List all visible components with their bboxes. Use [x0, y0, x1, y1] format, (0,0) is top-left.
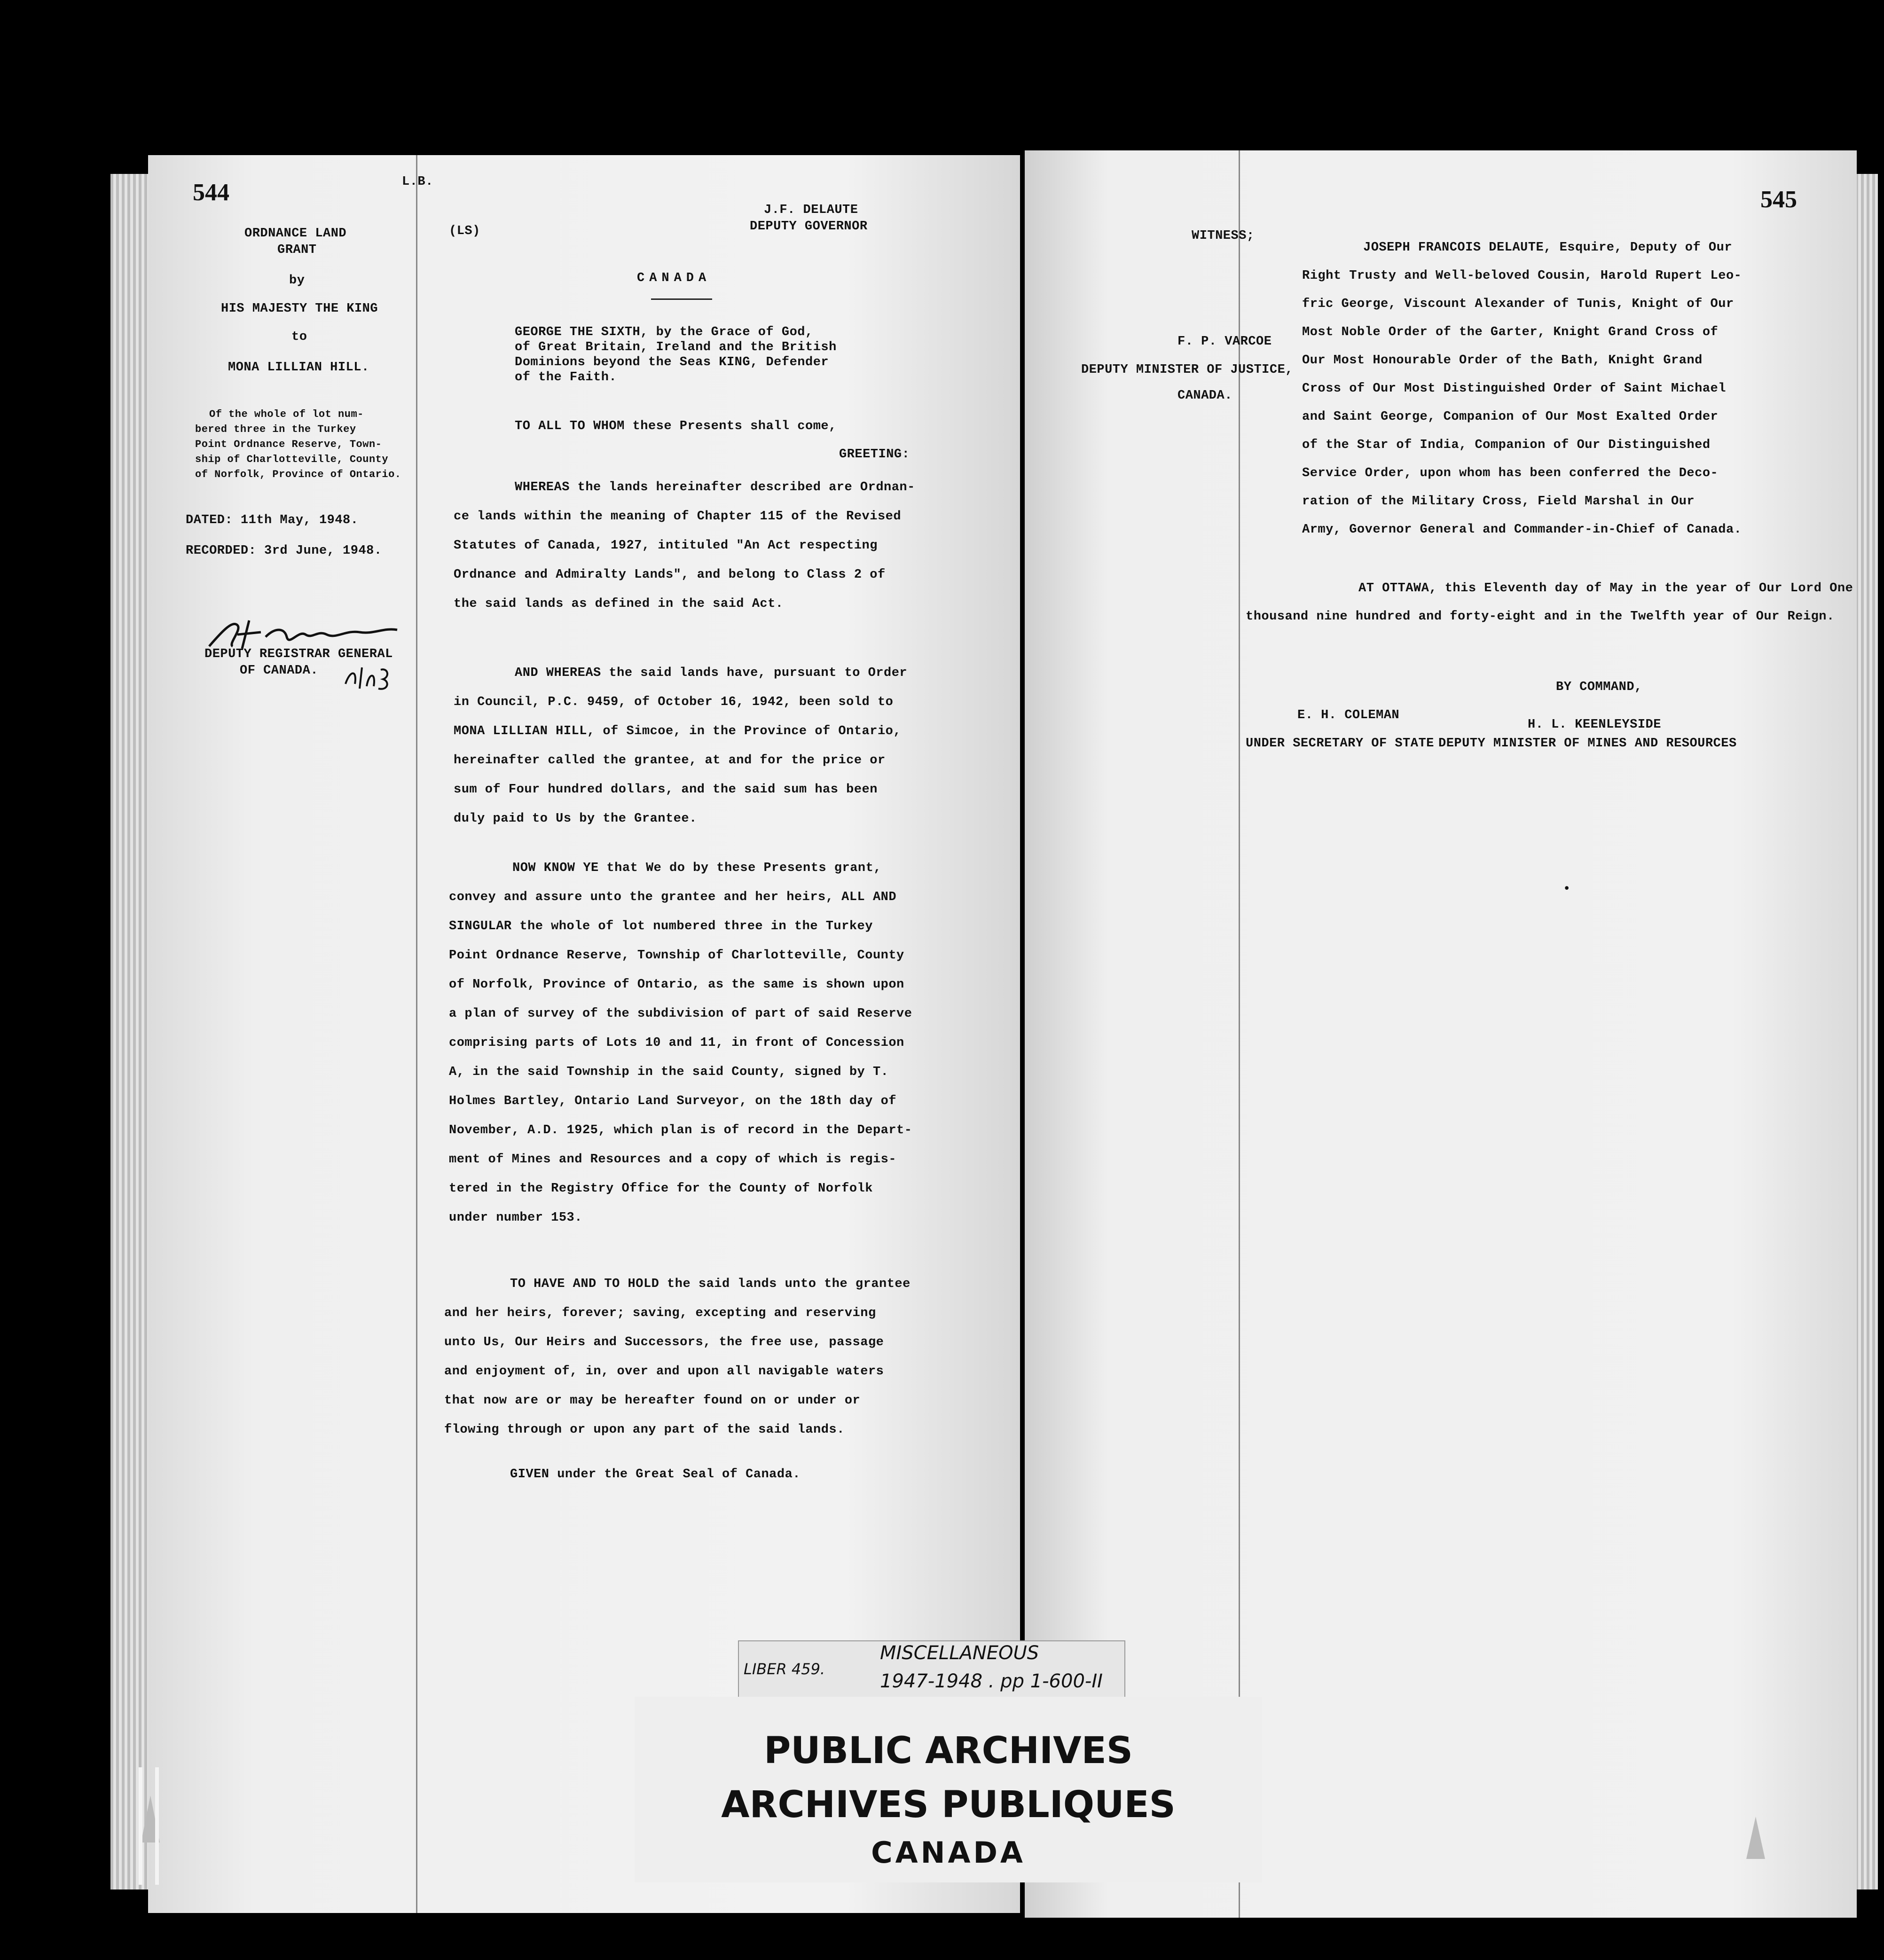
country-heading: CANADA — [637, 271, 711, 285]
preamble-line: of the Faith. — [515, 370, 617, 384]
paragraph-line: a plan of survey of the subdivision of part of said Reserve — [449, 1007, 912, 1021]
paragraph-line: hereinafter called the grantee, at and for the price or — [454, 753, 886, 768]
paragraph-line: and her heirs, forever; saving, excepting and reserving — [444, 1306, 876, 1320]
margin-title-line: GRANT — [277, 243, 317, 257]
margin-description-line: ship of Charlotteville, County — [195, 454, 389, 465]
paragraph-line: sum of Four hundred dollars, and the said sum has been — [454, 783, 878, 797]
recorded-line: RECORDED: 3rd June, 1948. — [186, 544, 382, 558]
paragraph-line: Holmes Bartley, Ontario Land Surveyor, on the 18th day of — [449, 1094, 897, 1108]
paragraph-line: ment of Mines and Resources and a copy of which is regis- — [449, 1152, 897, 1167]
paragraph-line: Service Order, upon whom has been conferred the Deco- — [1302, 466, 1719, 480]
preamble-line: GEORGE THE SIXTH, by the Grace of God, — [515, 325, 813, 339]
to-all-line: TO ALL TO WHOM these Presents shall come, — [515, 419, 837, 433]
paragraph-line: Ordnance and Admiralty Lands", and belong to Class 2 of — [454, 568, 886, 582]
governor-name: J.F. DELAUTE — [764, 203, 858, 217]
margin-description-line: of Norfolk, Province of Ontario. — [195, 469, 401, 480]
paragraph-line: JOSEPH FRANCOIS DELAUTE, Esquire, Deputy of Our — [1363, 241, 1733, 255]
volume-label — [738, 1640, 1125, 1698]
lb-mark: L.B. — [402, 175, 433, 189]
film-mark — [139, 1767, 142, 1885]
paragraph-line: of Norfolk, Province of Ontario, as the same is shown upon — [449, 978, 904, 992]
paragraph-line: NOW KNOW YE that We do by these Presents grant, — [512, 861, 882, 875]
paragraph-line: SINGULAR the whole of lot numbered three in the Turkey — [449, 919, 873, 933]
paragraph-line: duly paid to Us by the Grantee. — [454, 812, 697, 826]
margin-title-line: MONA LILLIAN HILL. — [228, 361, 369, 375]
margin-description-line: Of the whole of lot num- — [209, 408, 364, 420]
dated-line: DATED: 11th May, 1948. — [186, 513, 359, 527]
paragraph-line: November, A.D. 1925, which plan is of record in the Depart- — [449, 1123, 912, 1137]
right-margin-rule — [1239, 150, 1240, 1918]
paragraph-line: MONA LILLIAN HILL, of Simcoe, in the Province of Ontario, — [454, 724, 902, 738]
page-number-right: 545 — [1760, 186, 1797, 213]
ink-dot: • — [1563, 882, 1571, 896]
paragraph-line: Statutes of Canada, 1927, intituled "An Act respecting — [454, 539, 878, 553]
left-page-edges — [110, 174, 150, 1889]
paragraph-line: convey and assure unto the grantee and her heirs, ALL AND — [449, 890, 897, 904]
by-command: BY COMMAND, — [1556, 680, 1642, 694]
margin-description-line: bered three in the Turkey — [195, 423, 356, 435]
archives-stamp — [635, 1697, 1262, 1882]
margin-title-line: ORDNANCE LAND — [244, 227, 347, 241]
paragraph-line: tered in the Registry Office for the County of Norfolk — [449, 1182, 873, 1196]
paragraph-line: fric George, Viscount Alexander of Tunis, Knight of Our — [1302, 297, 1734, 311]
paragraph-line: ration of the Military Cross, Field Marshal in Our — [1302, 494, 1695, 509]
paragraph-line: in Council, P.C. 9459, of October 16, 1942, been sold to — [454, 695, 894, 709]
paragraph-line: and enjoyment of, in, over and upon all navigable waters — [444, 1364, 884, 1379]
heading-underline — [651, 298, 712, 300]
ottawa-line: AT OTTAWA, this Eleventh day of May in the year of Our Lord One — [1358, 581, 1853, 596]
paragraph-line: flowing through or upon any part of the said lands. — [444, 1423, 845, 1437]
margin-description-line: Point Ordnance Reserve, Town- — [195, 439, 382, 450]
paragraph-line: Our Most Honourable Order of the Bath, Knight Grand — [1302, 353, 1703, 368]
paragraph-line: TO HAVE AND TO HOLD the said lands unto the grantee — [510, 1277, 911, 1291]
coleman-name: E. H. COLEMAN — [1297, 708, 1400, 722]
keenleyside-name: H. L. KEENLEYSIDE — [1528, 718, 1661, 732]
witness-label: WITNESS; — [1192, 229, 1255, 243]
keenleyside-title: DEPUTY MINISTER OF MINES AND RESOURCES — [1438, 737, 1737, 751]
left-margin-rule — [416, 155, 417, 1913]
preamble-line: of Great Britain, Ireland and the British — [515, 340, 837, 354]
stamp-line-english: PUBLIC ARCHIVES — [764, 1730, 1133, 1772]
paragraph-line: that now are or may be hereafter found on or under or — [444, 1394, 861, 1408]
ottawa-line: thousand nine hundred and forty-eight and in the Twelfth year of Our Reign. — [1246, 610, 1835, 624]
margin-title-line: HIS MAJESTY THE KING — [221, 302, 378, 316]
paragraph-line: under number 153. — [449, 1211, 582, 1225]
paragraph-line: Cross of Our Most Distinguished Order of Saint Michael — [1302, 382, 1726, 396]
volume-range: 1947-1948 . pp 1-600-II — [880, 1670, 1103, 1692]
paragraph-line: and Saint George, Companion of Our Most Exalted Order — [1302, 410, 1719, 424]
paragraph-line: AND WHEREAS the said lands have, pursuant to Order — [515, 666, 908, 680]
paragraph-line: comprising parts of Lots 10 and 11, in front of Concession — [449, 1036, 904, 1050]
governor-title: DEPUTY GOVERNOR — [750, 220, 868, 234]
margin-title-line: by — [289, 274, 305, 288]
paragraph-line: ce lands within the meaning of Chapter 115 of the Revised — [454, 510, 902, 524]
registrar-country: OF CANADA. — [240, 664, 319, 678]
volume-liber: LIBER 459. — [744, 1660, 825, 1678]
initials-mark — [341, 660, 397, 693]
justice-name: F. P. VARCOE — [1178, 335, 1272, 349]
paragraph-line: Army, Governor General and Commander-in-Chief of Canada. — [1302, 523, 1742, 537]
paragraph-line: the said lands as defined in the said Act. — [454, 597, 784, 611]
paragraph-line: Right Trusty and Well-beloved Cousin, Harold Rupert Leo- — [1302, 269, 1742, 283]
paragraph-line: Most Noble Order of the Garter, Knight Grand Cross of — [1302, 325, 1719, 339]
paragraph-line: of the Star of India, Companion of Our Distinguished — [1302, 438, 1711, 452]
paragraph-line: Point Ordnance Reserve, Township of Charlotteville, County — [449, 949, 904, 963]
greeting: GREETING: — [839, 447, 910, 462]
margin-title-line: to — [291, 330, 307, 344]
volume-title: MISCELLANEOUS — [880, 1642, 1039, 1664]
registrar-title: DEPUTY REGISTRAR GENERAL — [204, 647, 393, 661]
paragraph-line: unto Us, Our Heirs and Successors, the free use, passage — [444, 1335, 884, 1349]
ls-mark: (LS) — [449, 224, 480, 238]
stamp-line-country: CANADA — [871, 1835, 1026, 1870]
coleman-title: UNDER SECRETARY OF STATE — [1246, 737, 1434, 751]
right-page — [1025, 150, 1857, 1918]
stamp-line-french: ARCHIVES PUBLIQUES — [721, 1784, 1176, 1826]
justice-title: DEPUTY MINISTER OF JUSTICE, — [1081, 363, 1293, 377]
film-mark — [155, 1767, 159, 1885]
given-line: GIVEN under the Great Seal of Canada. — [510, 1467, 801, 1482]
paragraph-line: WHEREAS the lands hereinafter described are Ordnan- — [515, 480, 915, 494]
paragraph-line: A, in the said Township in the said County, signed by T. — [449, 1065, 889, 1079]
page-number-left: 544 — [193, 179, 229, 206]
right-page-clip — [1742, 1812, 1770, 1864]
preamble-line: Dominions beyond the Seas KING, Defender — [515, 355, 829, 369]
justice-country: CANADA. — [1178, 389, 1232, 403]
